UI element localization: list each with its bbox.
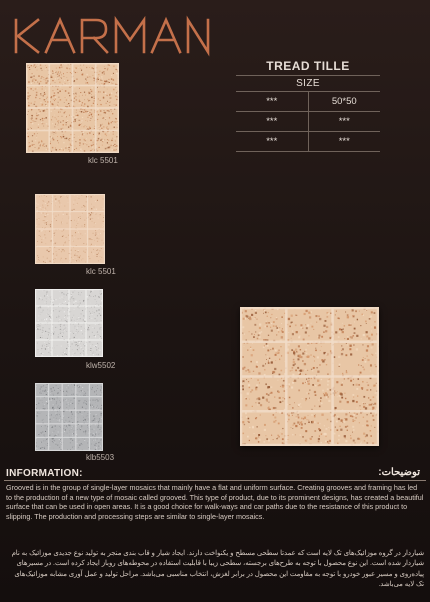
tile-image-klb5503 [35,383,103,451]
size-table [236,75,380,152]
tile-image-klw5502 [35,289,103,357]
size-header: SIZE [236,76,380,92]
product-title: TREAD TILLE [266,59,350,73]
size-cell: *** [266,116,278,127]
size-row [236,112,380,132]
tile-image-klc5501-large [26,63,119,153]
tile-caption: klb5503 [86,453,115,462]
size-cell: *** [308,112,381,131]
size-row [236,132,380,152]
information-text: Grooved is in the group of single-layer mosaics that mainly have a flat and uniform surface. Creating grooves and framing has led to the production of a new type of mosaic called grooved. This type of product, due to its prominent designs, has created a beautiful surface that can be used in open areas. It is a good choice for walk-ways and car paths due to the resistance of this product to slipping. The production and processing steps are similar to single-layer mosaics. [6,483,424,521]
size-cell: *** [266,136,278,147]
size-cell: *** [266,96,278,107]
tile-pattern [35,289,103,357]
information-text-fa: شیاردار در گروه موزائیک‌های تک لایه است که عمدتا سطحی مسطح و یکنواخت دارند. ایجاد شیار و قاب بندی منجر به تولید نوع جدیدی موزائیک به نام شیاردار شده است. این نوع محصول با توجه به طرح‌های برجسته، سطحی زیبا با قابلیت استفاده در محوطه‌های روباز ایجاد کرده است. در مسیرهای پیاده‌روی و مسیر عبور خودرو با توجه به مقاومت این محصول در برابر لغزش، انتخاب مناسبی می‌باشد. مراحل تولید و عمل آوری مشابه موزائیک‌های تک لایه می‌باشد. [11,550,424,589]
tile-caption: klw5502 [86,361,116,370]
tile-image-feature [240,307,379,446]
tile-pattern [26,63,119,153]
tile-image-klc5501 [35,194,105,264]
information-heading: INFORMATION: [6,468,83,479]
size-row [236,92,380,112]
tile-pattern [240,307,379,446]
tile-pattern [35,383,103,451]
size-cell: *** [308,132,381,151]
information-heading-fa: توضیحات: [378,467,420,478]
tile-caption: klc 5501 [86,267,116,276]
divider [4,480,426,481]
tile-pattern [35,194,105,264]
tile-caption: klc 5501 [88,156,118,165]
logo-text: KARMANA [12,14,17,15]
karmana-logo [12,14,227,58]
size-cell: 50*50 [308,92,381,111]
